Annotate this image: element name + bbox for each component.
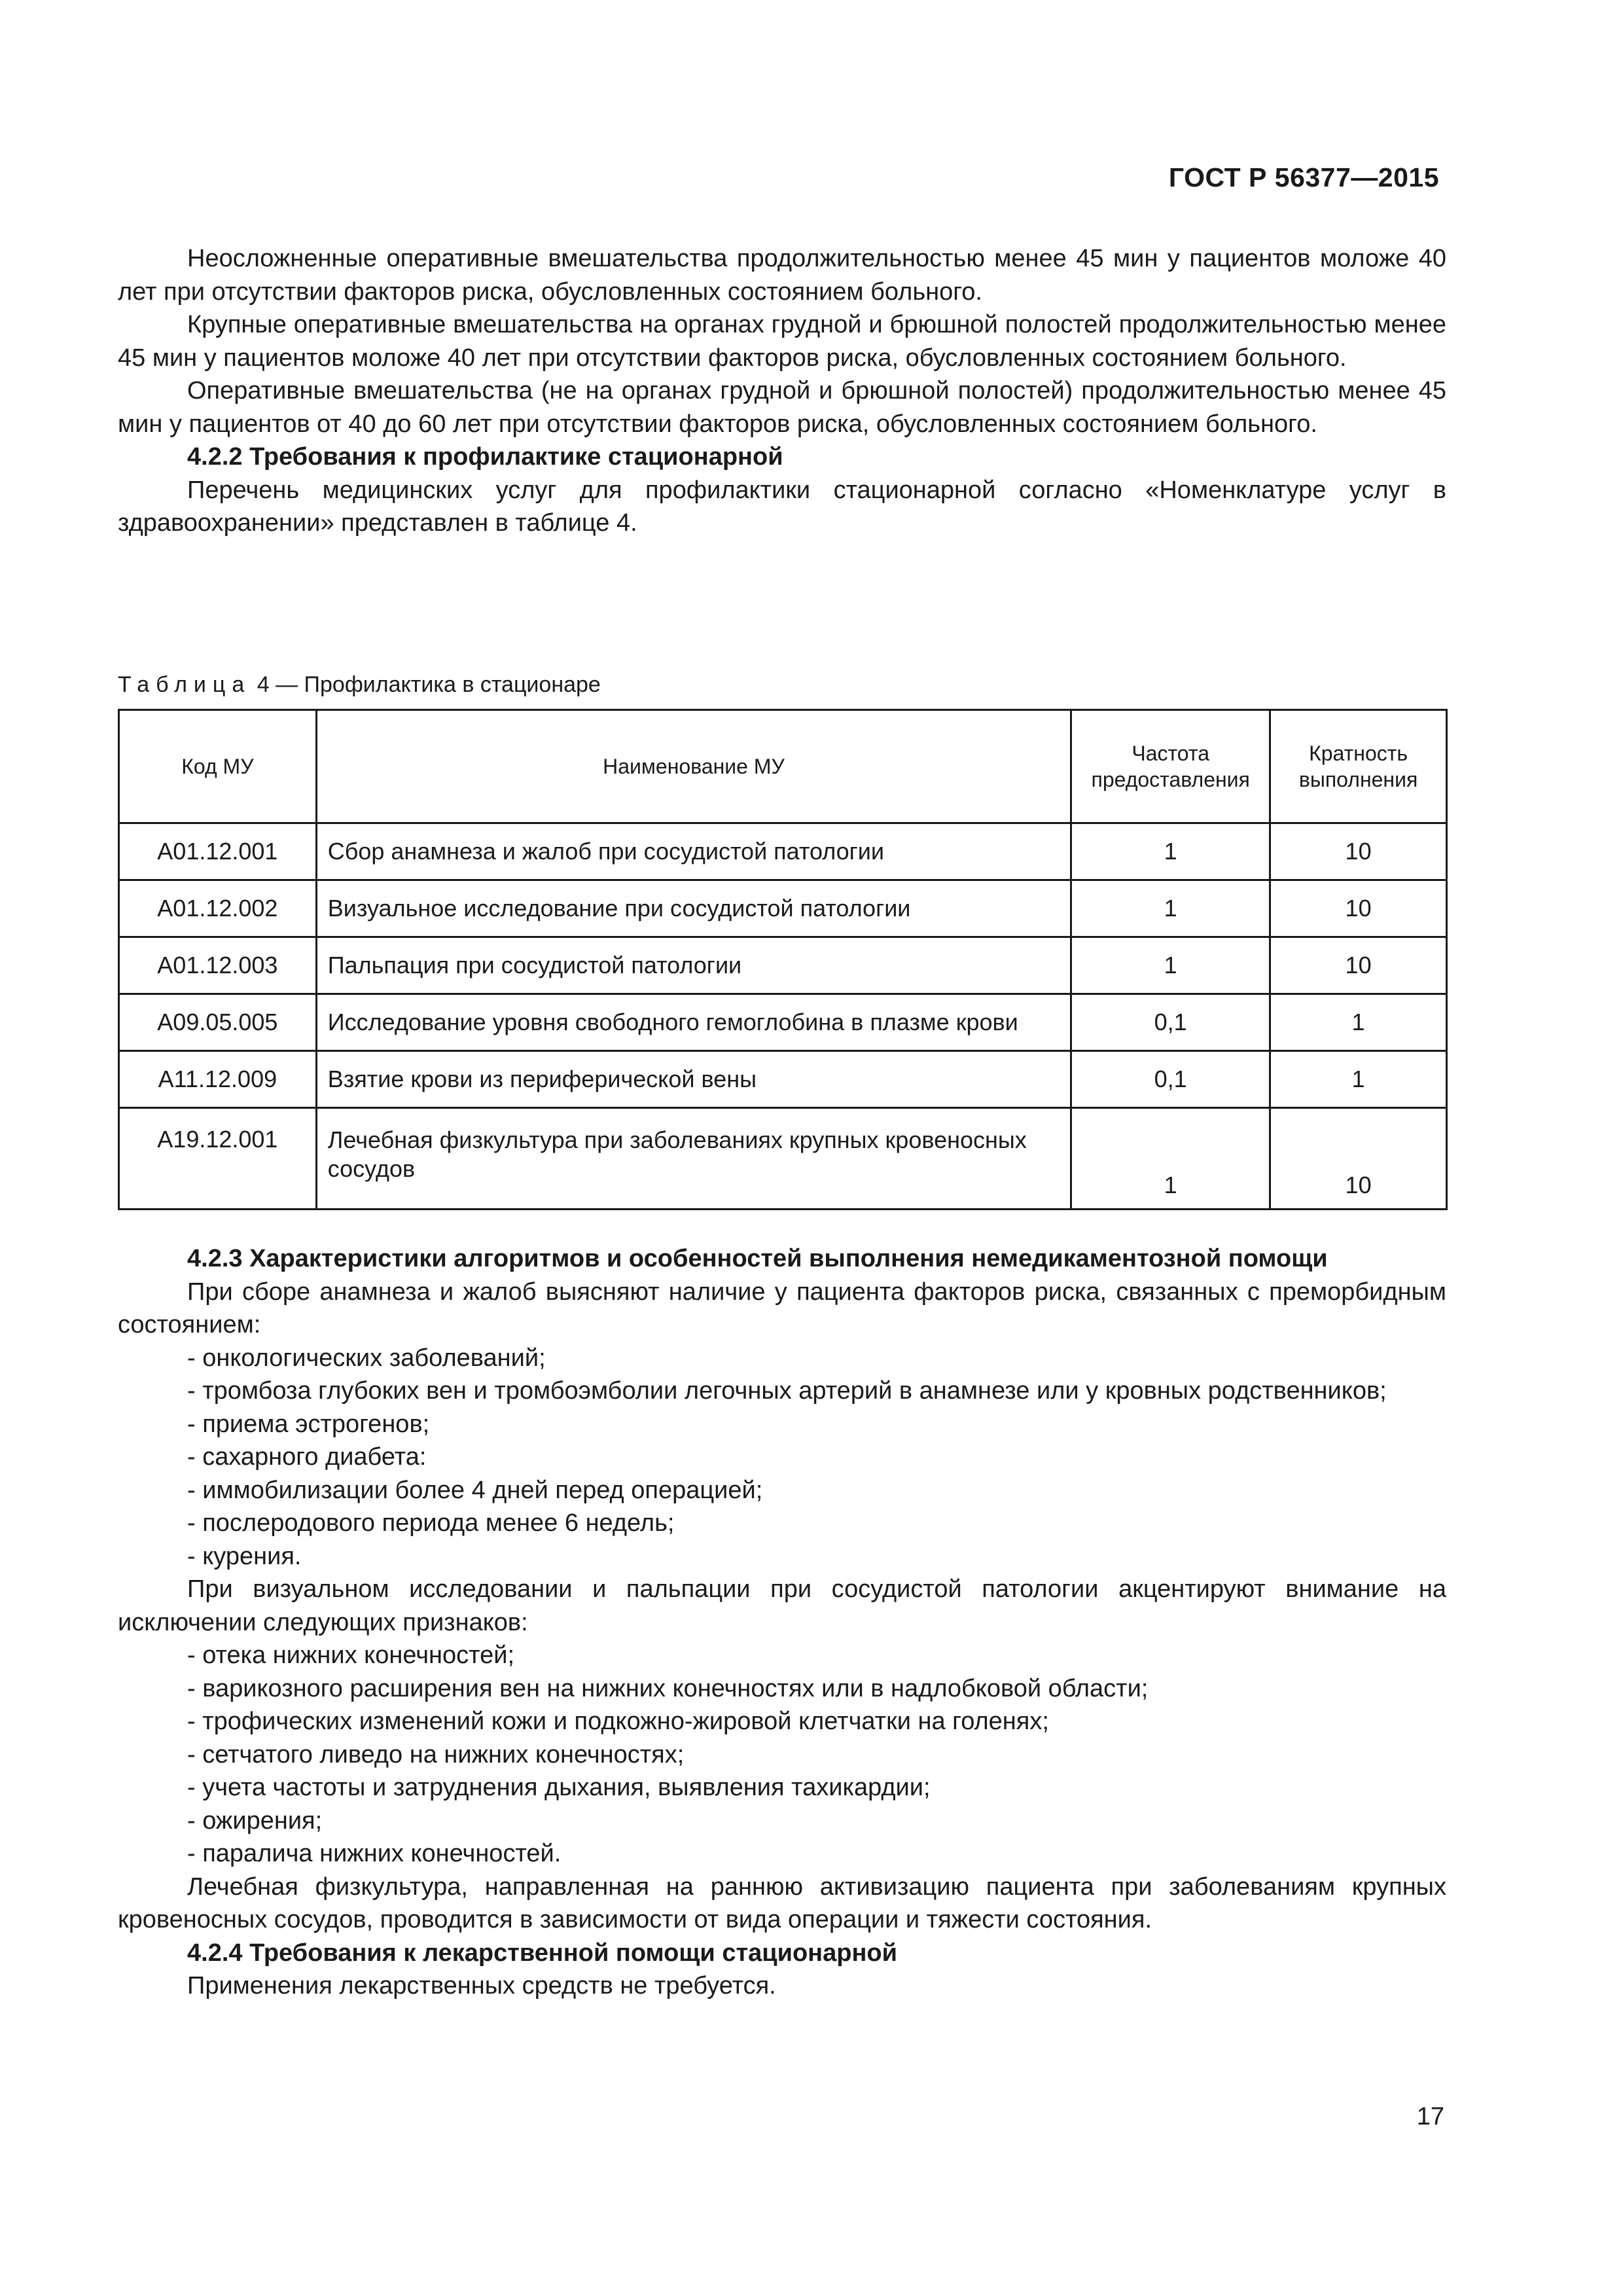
section-423-paragraph: Лечебная физкультура, направленная на раннюю активизацию пациента при заболеваниям крупных кровеносных сосудов, проводится в зависимости от вида операции и тяжести состояния. (118, 1873, 1446, 1933)
cell-code: A09.05.005 (119, 994, 317, 1051)
list-item: - трофических изменений кожи и подкожно-жировой клетчатки на голенях; (187, 1708, 1049, 1735)
cell-name: Сбор анамнеза и жалоб при сосудистой патологии (316, 823, 1071, 880)
cell-multiplicity: 1 (1270, 994, 1447, 1051)
list-item: - тромбоза глубоких вен и тромбоэмболии легочных артерий в анамнезе или у кровных родственников; (187, 1377, 1387, 1405)
column-header-multiplicity: Кратность выполнения (1270, 710, 1447, 823)
table-row (119, 880, 1447, 937)
page-number: 17 (1416, 2103, 1444, 2130)
cell-multiplicity: 10 (1270, 880, 1447, 937)
list-item: - варикозного расширения вен на нижних конечностях или в надлобковой области; (187, 1674, 1149, 1702)
cell-name: Визуальное исследование при сосудистой патологии (316, 880, 1071, 937)
cell-multiplicity: 10 (1270, 937, 1447, 994)
cell-code: A01.12.003 (119, 937, 317, 994)
cell-code: A19.12.001 (119, 1108, 317, 1210)
column-header-frequency: Частота предоставления (1071, 710, 1270, 823)
cell-multiplicity: 10 (1270, 823, 1447, 880)
cell-code: A01.12.001 (119, 823, 317, 880)
table-caption (118, 672, 601, 698)
list-item: - учета частоты и затруднения дыхания, выявления тахикардии; (187, 1774, 931, 1801)
column-header-name: Наименование МУ (316, 710, 1071, 823)
table-row (119, 823, 1447, 880)
table-row (119, 1051, 1447, 1108)
intro-paragraph: Неосложненные оперативные вмешательства продолжительностью менее 45 мин у пациентов моложе 40 лет при отсутствии факторов риска, обусловленных состоянием больного. (118, 245, 1446, 306)
cell-name: Взятие крови из периферической вены (316, 1051, 1071, 1108)
section-422-text: Перечень медицинских услуг для профилактики стационарной согласно «Номенклатуре услуг в здравоохранении» представлен в таблице 4. (118, 476, 1446, 537)
table-caption-title: 4 — Профилактика в стационаре (251, 672, 601, 697)
section-heading-422: 4.2.2 Требования к профилактике стационарной (187, 443, 783, 471)
list-item: - сахарного диабета: (187, 1443, 427, 1471)
cell-frequency: 1 (1071, 937, 1270, 994)
list-item: - паралича нижних конечностей. (187, 1840, 562, 1867)
intro-paragraph: Оперативные вмешательства (не на органах грудной и брюшной полостей) продолжительностью менее 45 мин у пациентов от 40 до 60 лет при отсутствии факторов риска, обусловленных состоянием больного. (118, 377, 1446, 438)
list-item: - сетчатого ливедо на нижних конечностях; (187, 1740, 685, 1768)
cell-frequency: 0,1 (1071, 1051, 1270, 1108)
cell-frequency: 0,1 (1071, 994, 1270, 1051)
upper-text-block (118, 242, 1446, 540)
document-code: ГОСТ Р 56377—2015 (1168, 162, 1439, 192)
list-item: - отека нижних конечностей; (187, 1641, 515, 1669)
list-item: - приема эстрогенов; (187, 1410, 430, 1438)
cell-name: Лечебная физкультура при заболеваниях крупных кровеносных сосудов (316, 1108, 1071, 1210)
cell-code: A01.12.002 (119, 880, 317, 937)
section-423-paragraph: При визуальном исследовании и пальпации при сосудистой патологии акцентируют внимание на исключении следующих признаков: (118, 1575, 1446, 1636)
section-heading-423: 4.2.3 Характеристики алгоритмов и особенностей выполнения немедикаментозной помощи (187, 1245, 1328, 1272)
section-423-paragraph: При сборе анамнеза и жалоб выясняют наличие у пациента факторов риска, связанных с преморбидным состоянием: (118, 1278, 1446, 1338)
cell-multiplicity: 1 (1270, 1051, 1447, 1108)
section-heading-424: 4.2.4 Требования к лекарственной помощи стационарной (187, 1939, 897, 1967)
list-item: - иммобилизации более 4 дней перед операцией; (187, 1476, 763, 1504)
cell-multiplicity: 10 (1270, 1108, 1447, 1210)
cell-frequency: 1 (1071, 1108, 1270, 1210)
column-header-code: Код МУ (119, 710, 317, 823)
table-row (119, 1108, 1447, 1210)
cell-code: A11.12.009 (119, 1051, 317, 1108)
table-row (119, 937, 1447, 994)
services-table (118, 709, 1448, 1210)
cell-name: Пальпация при сосудистой патологии (316, 937, 1071, 994)
table-row (119, 994, 1447, 1051)
lower-text-block (118, 1242, 1446, 2003)
list-item: - послеродового периода менее 6 недель; (187, 1509, 675, 1537)
list-item: - ожирения; (187, 1806, 323, 1835)
list-item: - курения. (187, 1542, 302, 1570)
cell-frequency: 1 (1071, 823, 1270, 880)
section-424-text: Применения лекарственных средств не требуется. (187, 1972, 776, 2000)
list-item: - онкологических заболеваний; (187, 1344, 546, 1372)
table-caption-prefix: Таблица (118, 672, 251, 697)
cell-name: Исследование уровня свободного гемоглобина в плазме крови (316, 994, 1071, 1051)
intro-paragraph: Крупные оперативные вмешательства на органах грудной и брюшной полостей продолжительностью менее 45 мин у пациентов моложе 40 лет при отсутствии факторов риска, обусловленных состоянием больного. (118, 311, 1446, 372)
table-header-row (119, 710, 1447, 823)
cell-frequency: 1 (1071, 880, 1270, 937)
